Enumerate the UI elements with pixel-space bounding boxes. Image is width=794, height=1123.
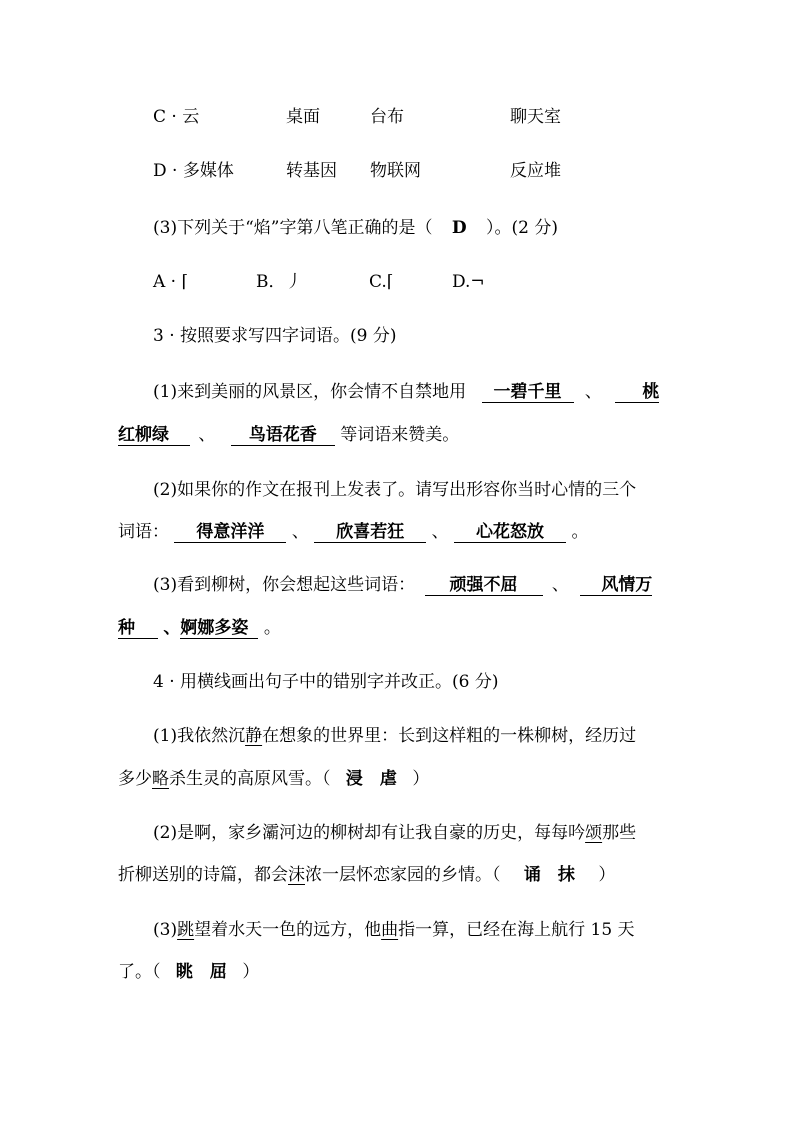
option-a: A · ⌈	[153, 272, 189, 292]
option-c-word-2: 桌面	[286, 107, 320, 127]
wrong-character: 颂	[585, 823, 603, 843]
separator: 、	[163, 618, 181, 638]
separator: 、	[291, 522, 309, 542]
wrong-character: 沫	[288, 865, 305, 885]
separator: 、	[551, 575, 569, 595]
sentence-text: (2)是啊，家乡灞河边的柳树却有让我自豪的历史，每每吟	[153, 823, 586, 843]
question-4-1-line-1	[153, 725, 636, 747]
answer: D	[451, 218, 467, 238]
separator: 、	[431, 522, 449, 542]
sentence-text: (1)我依然沉	[153, 726, 246, 746]
sentence-text: 指一算，已经在海上航行 15 天	[398, 920, 635, 940]
sentence-text: 杀生灵的高原风雪。（	[169, 769, 331, 789]
question-text: ）。(2 分)	[486, 218, 559, 238]
sentence-text: ）	[412, 769, 430, 789]
wrong-character: 曲	[381, 920, 399, 940]
sentence-text: (3)	[153, 920, 178, 940]
correction-answer: 浸 虐	[345, 769, 397, 789]
answer-blank: 欣喜若狂	[314, 522, 426, 543]
question-3-3-line-2	[118, 617, 281, 639]
question-4-heading: 4 · 用横线画出句子中的错别字并改正。(6 分)	[153, 672, 499, 692]
sentence-text: 望着水天一色的远方，他	[194, 920, 382, 940]
question-3-3-line-1	[153, 574, 652, 596]
wrong-character: 静	[245, 726, 263, 746]
question-4-3-line-2	[118, 961, 259, 983]
answer-blank: 种	[118, 618, 158, 639]
question-text: (1)来到美丽的风景区，你会情不自禁地用	[153, 382, 467, 402]
sentence-text: ）	[242, 962, 260, 982]
question-4-1-line-2	[118, 768, 429, 790]
sentence-text: ）	[598, 865, 616, 885]
question-text: 等词语来赞美。	[340, 425, 460, 445]
question-text: 。	[263, 618, 281, 638]
option-d-word-4: 反应堆	[510, 161, 561, 181]
question-4-2-line-1	[153, 822, 636, 844]
answer-blank: 鸟语花香	[231, 425, 335, 446]
sentence-text: 折柳送别的诗篇，都会	[118, 865, 288, 885]
question-text: 词语：	[118, 522, 169, 542]
separator: 、	[584, 382, 602, 402]
wrong-character: 略	[152, 769, 169, 789]
answer-blank: 桃	[615, 382, 659, 403]
option-b: B．丿	[256, 272, 303, 292]
option-d-word-2: 转基因	[286, 161, 337, 181]
answer-blank: 心花怒放	[454, 522, 566, 543]
question-text: (3)下列关于“焰”字第八笔正确的是（	[153, 218, 433, 238]
option-c-word-4: 聊天室	[510, 107, 561, 127]
answer-blank: 一碧千里	[482, 382, 574, 403]
separator: 、	[198, 425, 216, 445]
question-4-2-line-2	[118, 864, 615, 886]
answer-blank: 红柳绿	[118, 425, 190, 446]
question-text: 。	[571, 522, 589, 542]
question-3-heading: 3 · 按照要求写四字词语。(9 分)	[153, 326, 397, 346]
answer-blank: 风情万	[580, 575, 652, 596]
option-d: D.¬	[452, 272, 485, 292]
question-3-1-line-2	[118, 424, 459, 446]
sentence-text: 浓一层怀恋家园的乡情。（	[305, 865, 501, 885]
question-3-2-line-2	[118, 521, 588, 543]
question-text: (3)看到柳树，你会想起这些词语：	[153, 575, 416, 595]
option-d-word-3: 物联网	[370, 161, 421, 181]
question-4-3-line-1	[153, 919, 635, 941]
answer-blank: 得意洋洋	[174, 522, 286, 543]
option-d-label: D · 多媒体	[153, 161, 234, 181]
correction-answer: 诵 抹	[523, 865, 575, 885]
option-c-label: C · 云	[153, 107, 200, 127]
option-c-word-3: 台布	[370, 107, 404, 127]
question-3-2-line-1: (2)如果你的作文在报刊上发表了。请写出形容你当时心情的三个	[153, 480, 637, 500]
sentence-text: 多少	[118, 769, 152, 789]
wrong-character: 跳	[177, 920, 195, 940]
sentence-text: 在想象的世界里：长到这样粗的一株柳树，经历过	[262, 726, 637, 746]
sentence-text: 了。（	[118, 962, 161, 982]
answer-blank: 顽强不屈	[425, 575, 543, 596]
correction-answer: 眺 屈	[175, 962, 227, 982]
sentence-text: 那些	[602, 823, 637, 843]
question-2-3	[153, 217, 558, 239]
answer-blank: 婀娜多姿	[180, 618, 258, 639]
option-c: C.⌈	[369, 272, 394, 292]
question-3-1-line-1	[153, 381, 659, 403]
